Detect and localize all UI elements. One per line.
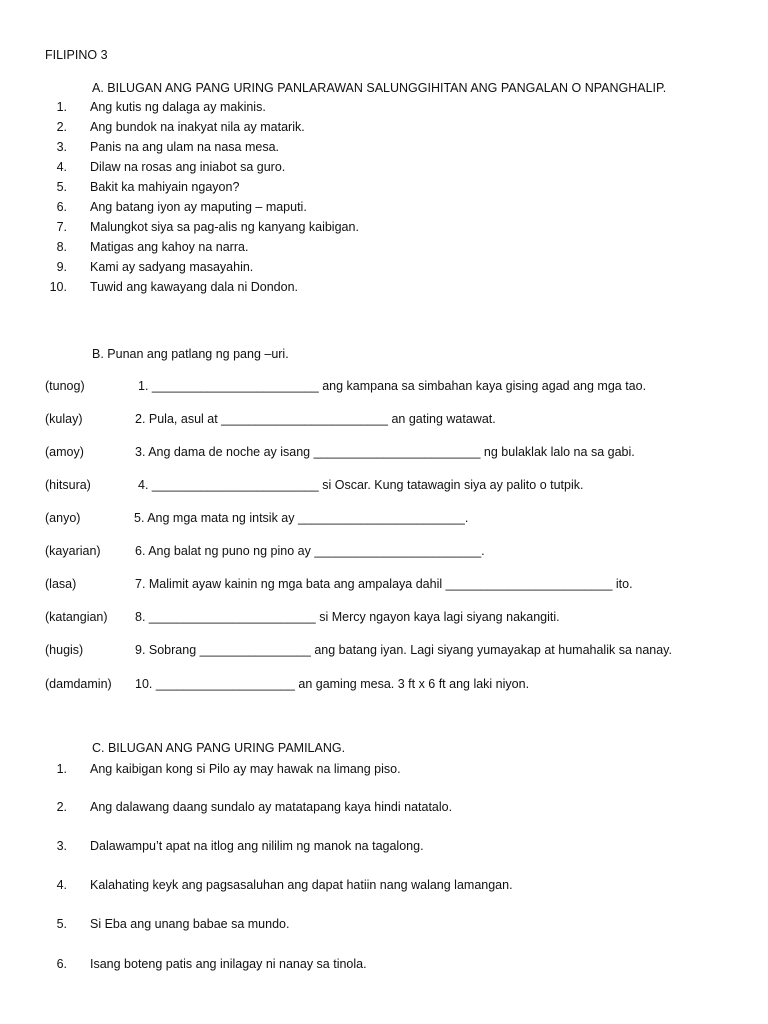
- category-label: (hugis): [45, 643, 84, 657]
- category-label: (tunog): [45, 379, 85, 393]
- sentence: 2. Pula, asul at ________________________ an gating watawat.: [135, 412, 496, 426]
- section-a-heading: A. BILUGAN ANG PANG URING PANLARAWAN SALUNGGIHITAN ANG PANGALAN O NPANGHALIP.: [92, 81, 667, 95]
- sentence: 1. ________________________ ang kampana sa simbahan kaya gising agad ang mga tao.: [138, 379, 647, 393]
- sentence: 7. Malimit ayaw kainin ng mga bata ang ampalaya dahil ________________________ ito.: [135, 577, 633, 591]
- sentence: 10. ____________________ an gaming mesa. 3 ft x 6 ft ang laki niyon.: [135, 677, 530, 691]
- sentence: 5. Ang mga mata ng intsik ay ________________________.: [134, 511, 469, 525]
- category-label: (kulay): [45, 412, 83, 426]
- section-b-heading: B. Punan ang patlang ng pang –uri.: [92, 347, 289, 361]
- category-label: (hitsura): [45, 478, 91, 492]
- category-label: (amoy): [45, 445, 84, 459]
- category-label: (anyo): [45, 511, 81, 525]
- sentence: 8. ________________________ si Mercy ngayon kaya lagi siyang nakangiti.: [135, 610, 560, 624]
- sentence: 6. Ang balat ng puno ng pino ay ________________________.: [135, 544, 485, 558]
- category-label: (lasa): [45, 577, 77, 591]
- category-label: (katangian): [45, 610, 108, 624]
- sentence: 9. Sobrang ________________ ang batang iyan. Lagi siyang yumayakap at humahalik sa nanay.: [135, 643, 672, 657]
- worksheet-page: FILIPINO 3 A. BILUGAN ANG PANG URING PANLARAWAN SALUNGGIHITAN ANG PANGALAN O NPANGHALIP. 1. Ang kutis ng dalaga ay makinis. 2. Ang bundok na inakyat nila ay matarik. 3. Panis na ang ulam na nasa mesa. 4. Dilaw na rosas ang iniabot sa guro. 5. Bakit ka mahiyain ngayon? 6. Ang batang iyon ay maputing – maputi. 7. Malungkot siya sa pag-alis ng kanyang kaibigan. 8. Matigas ang kahoy na narra. 9. Kami ay sadyang masayahin. 10. Tuwid ang kawayang dala ni Dondon. B. Punan ang patlang ng pang –uri. (tunog) 1. ________________________ ang kampana sa simbahan kaya gising agad ang mga tao. (kulay) 2. Pula, asul at ________________________ an gating watawat. (amoy) 3. Ang dama de noche ay isang ________________________ ng bulaklak lalo na sa gabi. (hitsura) 4. ________________________ si Oscar. Kung tatawagin siya ay palito o tutpik. (anyo) 5. Ang mga mata ng intsik ay ________________________. (kayarian) 6. Ang balat ng puno ng pino ay ________________________. (lasa) 7. Malimit ayaw kainin ng mga bata ang ampalaya dahil ________________________ ito. (katangian) 8. ________________________ si Mercy ngayon kaya lagi siyang nakangiti. (hugis) 9. Sobrang ________________ ang batang iyan. Lagi siyang yumayakap at humahalik sa nanay. (damdamin) 10. ____________________ an gaming mesa. 3 ft x 6 ft ang laki niyon. C. BILUGAN ANG PANG URING PAMILANG. 1. Ang kaibigan kong si Pilo ay may hawak na limang piso. 2. Ang dalawang daang sundalo ay matatapang kaya hindi natatalo. 3. Dalawampu’t apat na itlog ang nililim ng manok na tagalong. 4. Kalahating keyk ang pagsasaluhan ang dapat hatiin nang walang lamangan. 5. Si Eba ang unang babae sa mundo. 6. Isang boteng patis ang inilagay ni nanay sa tinola.: [45, 48, 672, 971]
- sentence: 4. ________________________ si Oscar. Kung tatawagin siya ay palito o tutpik.: [138, 478, 584, 492]
- category-label: (kayarian): [45, 544, 101, 558]
- page-title: FILIPINO 3: [45, 48, 108, 62]
- section-c-heading: C. BILUGAN ANG PANG URING PAMILANG.: [92, 741, 346, 755]
- sentence: 3. Ang dama de noche ay isang ________________________ ng bulaklak lalo na sa gabi.: [135, 445, 635, 459]
- category-label: (damdamin): [45, 677, 112, 691]
